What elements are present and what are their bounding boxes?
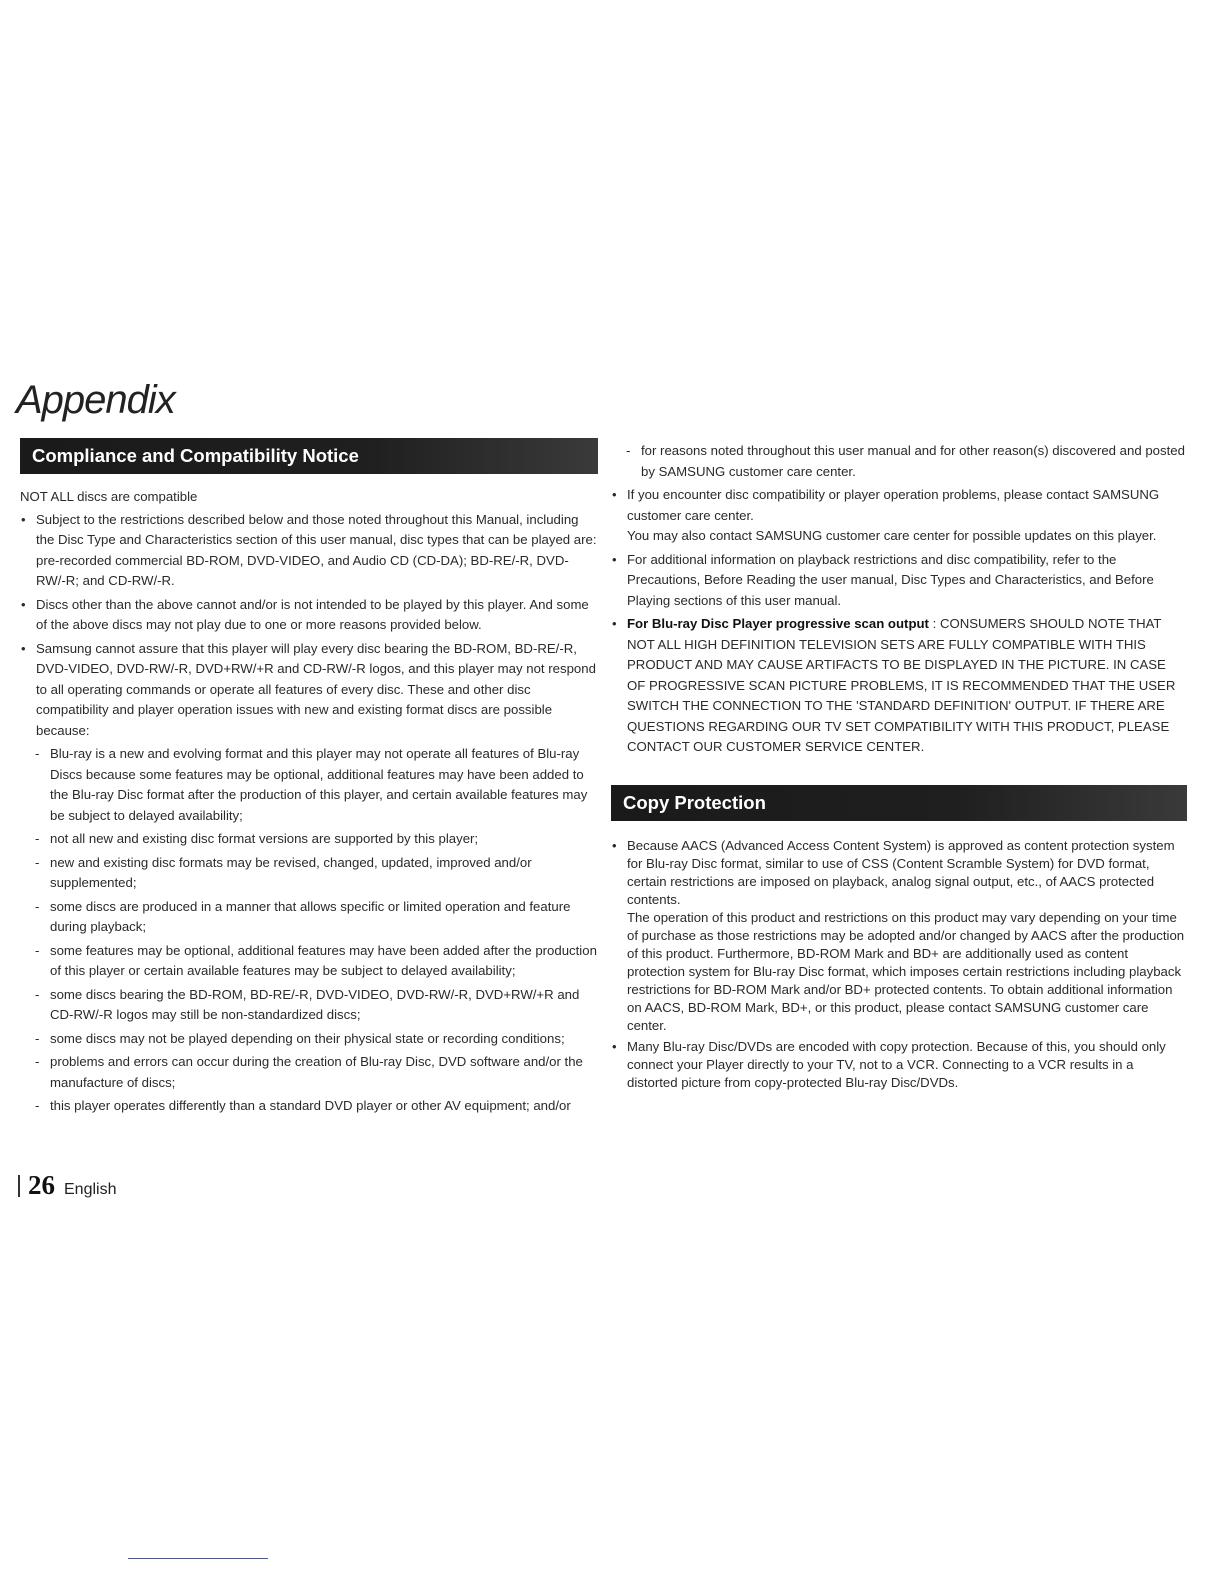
list-item: - some discs are produced in a manner that allows specific or limited operation and feature during playback; bbox=[20, 897, 598, 938]
list-item: - new and existing disc formats may be revised, changed, updated, improved and/or supplemented; bbox=[20, 853, 598, 894]
list-item: - some discs may not be played depending on their physical state or recording conditions; bbox=[20, 1029, 598, 1050]
bullet-text: • If you encounter disc compatibility or player operation problems, please contact SAMSUNG customer care center. bbox=[627, 487, 1160, 523]
page-language: English bbox=[64, 1181, 117, 1198]
list-item: - problems and errors can occur during the creation of Blu-ray Disc, DVD software and/or the manufacture of discs; bbox=[20, 1052, 598, 1093]
list-item: - Blu-ray is a new and evolving format and this player may not operate all features of Blu-ray Discs because some features may be optional, additional features may have been added to the Blu-ray Disc format after the production of this player, and certain available features may be subject to delayed availability; bbox=[20, 744, 598, 826]
copy-protection-heading: Copy Protection bbox=[611, 785, 1187, 821]
right-bullet-list bbox=[611, 485, 1187, 758]
list-item bbox=[611, 614, 1187, 758]
list-item: - for reasons noted throughout this user manual and for other reason(s) discovered and posted by SAMSUNG customer care center. bbox=[611, 441, 1187, 482]
copy-protection-bullet-list bbox=[611, 837, 1187, 1092]
list-item: - not all new and existing disc format versions are supported by this player; bbox=[20, 829, 598, 850]
page-title: Appendix bbox=[16, 378, 175, 422]
list-item: - some discs bearing the BD-ROM, BD-RE/-R, DVD-VIDEO, DVD-RW/-R, DVD+RW/+R and CD-RW/-R logos may still be non-standardized discs; bbox=[20, 985, 598, 1026]
list-item: • Many Blu-ray Disc/DVDs are encoded with copy protection. Because of this, you should only connect your Player directly to your TV, not to a VCR. Connecting to a VCR results in a distorted picture from copy-protected Blu-ray Disc/DVDs. bbox=[611, 1038, 1187, 1092]
compliance-heading: Compliance and Compatibility Notice bbox=[20, 438, 598, 474]
list-item: - some features may be optional, additional features may have been added after the production of this player or certain available features may be subject to delayed availability; bbox=[20, 941, 598, 982]
list-item: • Subject to the restrictions described below and those noted throughout this Manual, including the Disc Type and Characteristics section of this user manual, disc types that can be played are: pre-recorded commercial BD-ROM, DVD-VIDEO, and Audio CD (CD-DA); BD-RE/-R, DVD-RW/-R; and CD-RW/-R. bbox=[20, 510, 598, 592]
list-item: • For additional information on playback restrictions and disc compatibility, refer to the Precautions, Before Reading the user manual, Disc Types and Characteristics, and Before Playing sections of this user manual. bbox=[611, 550, 1187, 612]
list-item bbox=[611, 837, 1187, 1035]
footer-divider bbox=[18, 1175, 20, 1197]
compliance-dash-list bbox=[20, 744, 598, 1117]
page-footer bbox=[18, 1170, 116, 1201]
bullet-text: You may also contact SAMSUNG customer care center for possible updates on this player. bbox=[627, 528, 1157, 543]
bottom-rule bbox=[128, 1558, 268, 1559]
compliance-intro: NOT ALL discs are compatible bbox=[20, 489, 198, 504]
compliance-bullet-list bbox=[20, 510, 598, 742]
list-item: - this player operates differently than a standard DVD player or other AV equipment; and/or bbox=[20, 1096, 598, 1117]
bullet-bold-lead: For Blu-ray Disc Player progressive scan output bbox=[627, 616, 929, 631]
list-item bbox=[611, 485, 1187, 547]
bullet-text: The operation of this product and restrictions on this product may vary depending on your time of purchase as those restrictions may be adopted and/or changed by AACS after the production of this product. Furthermore, BD-ROM Mark and BD+ are additionally used as content protection system for Blu-ray Disc format, which imposes certain restrictions including playback restrictions for BD-ROM Mark and/or BD+ protected contents. To obtain additional information on AACS, BD-ROM Mark, BD+, or this product, please contact SAMSUNG customer care center. bbox=[627, 909, 1185, 1033]
bullet-text: : CONSUMERS SHOULD NOTE THAT NOT ALL HIGH DEFINITION TELEVISION SETS ARE FULLY COMPATIBLE WITH THIS PRODUCT AND MAY CAUSE ARTIFACTS TO BE DISPLAYED IN THE PICTURE. IN CASE OF PROGRESSIVE SCAN PICTURE PROBLEMS, IT IS RECOMMENDED THAT THE USER SWITCH THE CONNECTION TO THE 'STANDARD DEFINITION' OUTPUT. IF THERE ARE QUESTIONS REGARDING OUR TV SET COMPATIBILITY WITH THIS PRODUCT, PLEASE CONTACT OUR CUSTOMER SERVICE CENTER. bbox=[627, 616, 1176, 754]
list-item: • Samsung cannot assure that this player will play every disc bearing the BD-ROM, BD-RE/-R, DVD-VIDEO, DVD-RW/-R, DVD+RW/+R and CD-RW/-R logos, and this player may not respond to all operating commands or operate all features of every disc. These and other disc compatibility and player operation issues with new and existing format discs are possible because: bbox=[20, 639, 598, 742]
continued-dash-list bbox=[611, 441, 1187, 482]
bullet-text: • Because AACS (Advanced Access Content System) is approved as content protection system for Blu-ray Disc format, similar to use of CSS (Content Scramble System) for DVD format, certain restrictions are imposed on playback, analog signal output, etc., of AACS protected contents. bbox=[627, 837, 1175, 907]
list-item: • Discs other than the above cannot and/or is not intended to be played by this player. And some of the above discs may not play due to one or more reasons provided below. bbox=[20, 595, 598, 636]
page-number: 26 bbox=[28, 1170, 55, 1200]
right-column bbox=[611, 441, 1187, 1095]
left-column bbox=[20, 438, 598, 1120]
